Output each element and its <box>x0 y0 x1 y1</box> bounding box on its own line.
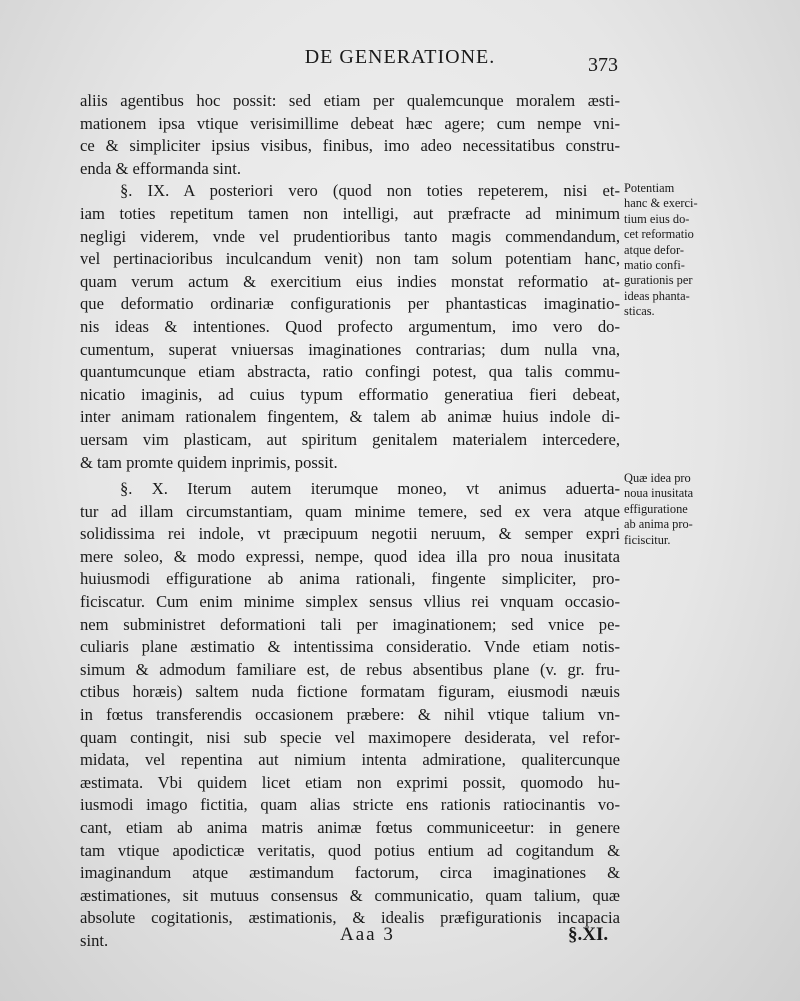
running-header-title: DE GENERATIONE. <box>304 46 496 68</box>
body-line: iusmodi imago fictitia, quam alias stricte ens rationis ratiocinantis vo- <box>80 795 620 815</box>
body-line: nicatio imaginis, ad cuius typum efformatio generatiua fieri debeat, <box>80 384 620 404</box>
body-line: cumentum, superat vniuersas imaginationes contrarias; dum nulla vna, <box>80 339 620 359</box>
body-line: quam verum actum & exercitium eius indies monstat reformatio at- <box>80 271 620 291</box>
body-line: §. IX. A posteriori vero (quod non toties repeterem, nisi et- <box>120 181 620 201</box>
body-line: tur ad illam circumstantiam, quam minime temere, sed ex vera atque <box>80 501 620 521</box>
page-number: 373 <box>588 54 618 76</box>
body-line: inter animam rationalem fingentem, & talem ab animæ huius indole di- <box>80 407 620 427</box>
body-line: mationem ipsa vtique verisimillime debeat hæc agere; cum nempe vni- <box>80 113 620 133</box>
body-line: §. X. Iterum autem iterumque moneo, vt animus aduerta- <box>120 479 620 499</box>
body-line: culiaris plane æstimatio & intentissima consideratio. Vnde etiam notis- <box>80 637 620 657</box>
body-line: in fœtus transferendis occasionem præbere: & nihil vtique talium vn- <box>80 705 620 725</box>
body-line: simum & admodum familiare est, de rebus absentibus plane (v. gr. fru- <box>80 659 620 679</box>
body-line: solidissima rei indole, vt præcipuum negotii neruum, & semper expri <box>80 524 620 544</box>
body-line: cant, etiam ab anima matris animæ fœtus communiceetur: in genere <box>80 818 620 837</box>
margin-note-line: ideas phanta- <box>624 288 690 303</box>
margin-note-line: Potentiam <box>624 181 675 195</box>
body-line: iam toties repetitum tamen non intelligi, aut præfracte ad minimum <box>80 203 620 223</box>
body-line: quantumcunque etiam abstracta, ratio confingi potest, qua talis commu- <box>80 362 620 382</box>
margin-note-line: atque defor- <box>624 242 684 257</box>
margin-note-line: ficiscitur. <box>624 532 671 547</box>
body-line: negligi viderem, vnde vel prudentioribus tanto magis commendandum, <box>80 226 620 246</box>
body-line: & tam promte quidem inprimis, possit. <box>80 452 338 472</box>
body-line: ce & simpliciter ipsius visibus, finibus, imo adeo necessitatibus constru- <box>80 136 620 156</box>
body-line: imaginandum atque æstimandum factorum, circa imaginationes & <box>80 863 620 883</box>
margin-note-idea <box>624 471 784 548</box>
body-line: sint. <box>80 930 109 950</box>
signature-mark: Aaa 3 <box>340 924 395 945</box>
margin-note-line: tium eius do- <box>624 211 690 226</box>
body-text <box>80 90 620 953</box>
body-line: midata, vel repentina aut nimium intenta admiratione, qualitercunque <box>80 750 620 770</box>
body-line: quam contingit, nisi sub specie vel maximopere desiderata, vel refor- <box>80 727 620 747</box>
body-line: ctibus horæis) saltem nuda fictione formatam figuram, eiusmodi næuis <box>80 682 620 702</box>
body-line: vel pertinacioribus inculcandum venit) non tam solum potentiam hanc, <box>80 249 620 269</box>
body-line: absolute cogitationis, æstimationis, & idealis præfigurationis incapacia <box>80 908 620 928</box>
margin-note-line: sticas. <box>624 304 655 319</box>
body-line: uersam vim plasticam, aut spiritum genitalem materialem intercedere, <box>80 429 620 449</box>
margin-note-line: cet reformatio <box>624 227 694 242</box>
margin-note-line: matio confi- <box>624 258 685 273</box>
body-line: aliis agentibus hoc possit: sed etiam per qualemcunque moralem æsti- <box>80 91 620 110</box>
body-line: enda & efformanda sint. <box>80 158 241 178</box>
margin-note-line: effiguratione <box>624 501 688 516</box>
catchword: §.XI. <box>568 924 609 945</box>
body-line: huiusmodi effiguratione ab anima rationali, fingente simpliciter, pro- <box>80 569 620 589</box>
margin-note-line: ab anima pro- <box>624 517 693 532</box>
margin-note-line: gurationis per <box>624 273 693 288</box>
margin-note-line: noua inusitata <box>624 486 694 501</box>
body-line: mere soleo, & modo expressi, nempe, quod idea illa pro noua inusitata <box>80 546 620 566</box>
body-line: æstimata. Vbi quidem licet etiam non exprimi possit, quomodo hu- <box>80 772 620 792</box>
margin-note-line: hanc & exerci- <box>624 196 698 211</box>
body-line: ficiscatur. Cum enim minime simplex sensus vllius rei vnquam occasio- <box>80 592 620 612</box>
body-line: nis ideas & intentiones. Quod profecto argumentum, imo vero do- <box>80 316 620 336</box>
body-line: que deformatio ordinariæ configurationis per phantasticas imaginatio- <box>80 294 620 314</box>
margin-note-potentiam <box>624 181 784 320</box>
body-line: nem subministret deformationi tali per imaginationem; sed vnice pe- <box>80 614 620 634</box>
margin-note-line: Quæ idea pro <box>624 471 691 485</box>
body-line: tam vtique apodicticæ veritatis, quod potius entium ad cogitandum & <box>80 840 620 860</box>
body-line: æstimationes, sit mutuus consensus & communicatio, quam talium, quæ <box>80 885 620 905</box>
